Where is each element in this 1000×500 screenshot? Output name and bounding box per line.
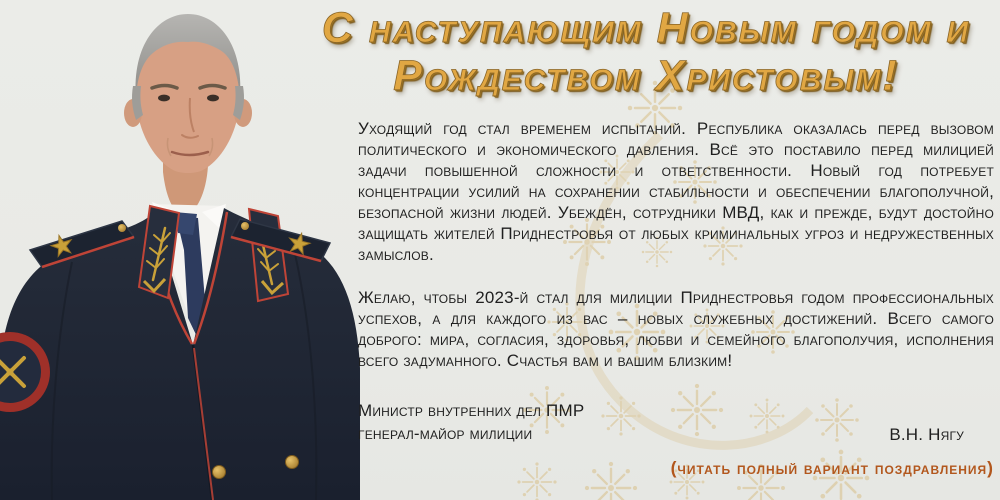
signature-position [358,399,584,445]
paragraph-2: Желаю, чтобы 2023-й стал для милиции Приднестровья годом профессиональных успехов, а для каждого из вас – новых служебных достижений. Всего самого доброго: мира, согласия, здоровья, любви и семейного благополучия, исполнения всего задуманного. Счастья вам и вашим близким! [358,288,994,370]
signature-position-line-1: Министр внутренних дел ПМР [358,401,585,420]
signature-block [358,399,994,445]
title-line-2: Рождеством Христовым! [393,52,899,100]
jacket-button [213,466,226,479]
greeting-title [300,4,992,100]
read-full-greeting-link[interactable]: (читать полный вариант поздравления) [670,458,994,478]
greeting-text [358,118,994,479]
paragraph-1: Уходящий год стал временем испытаний. Республика оказалась перед вызовом политического и экономического давления. Всё это поставило перед милицией задачи повышенной сложности и ответственности. Новый год потребует концентрации усилий на сохранении стабильности и обеспечении благополучной, безопасной жизни людей. Убеждён, сотрудники МВД, как и прежде, будут достойно защищать жителей Приднестровья от любых криминальных угроз и недружественных замыслов. [358,119,994,264]
signature-name: В.Н. Нягу [889,425,964,444]
man-head [124,14,252,218]
signature-position-line-2: генерал-майор милиции [358,424,533,443]
jacket-button [286,456,299,469]
footer-link-row [358,458,994,479]
title-line-1: С наступающим Новым годом и [321,4,971,52]
